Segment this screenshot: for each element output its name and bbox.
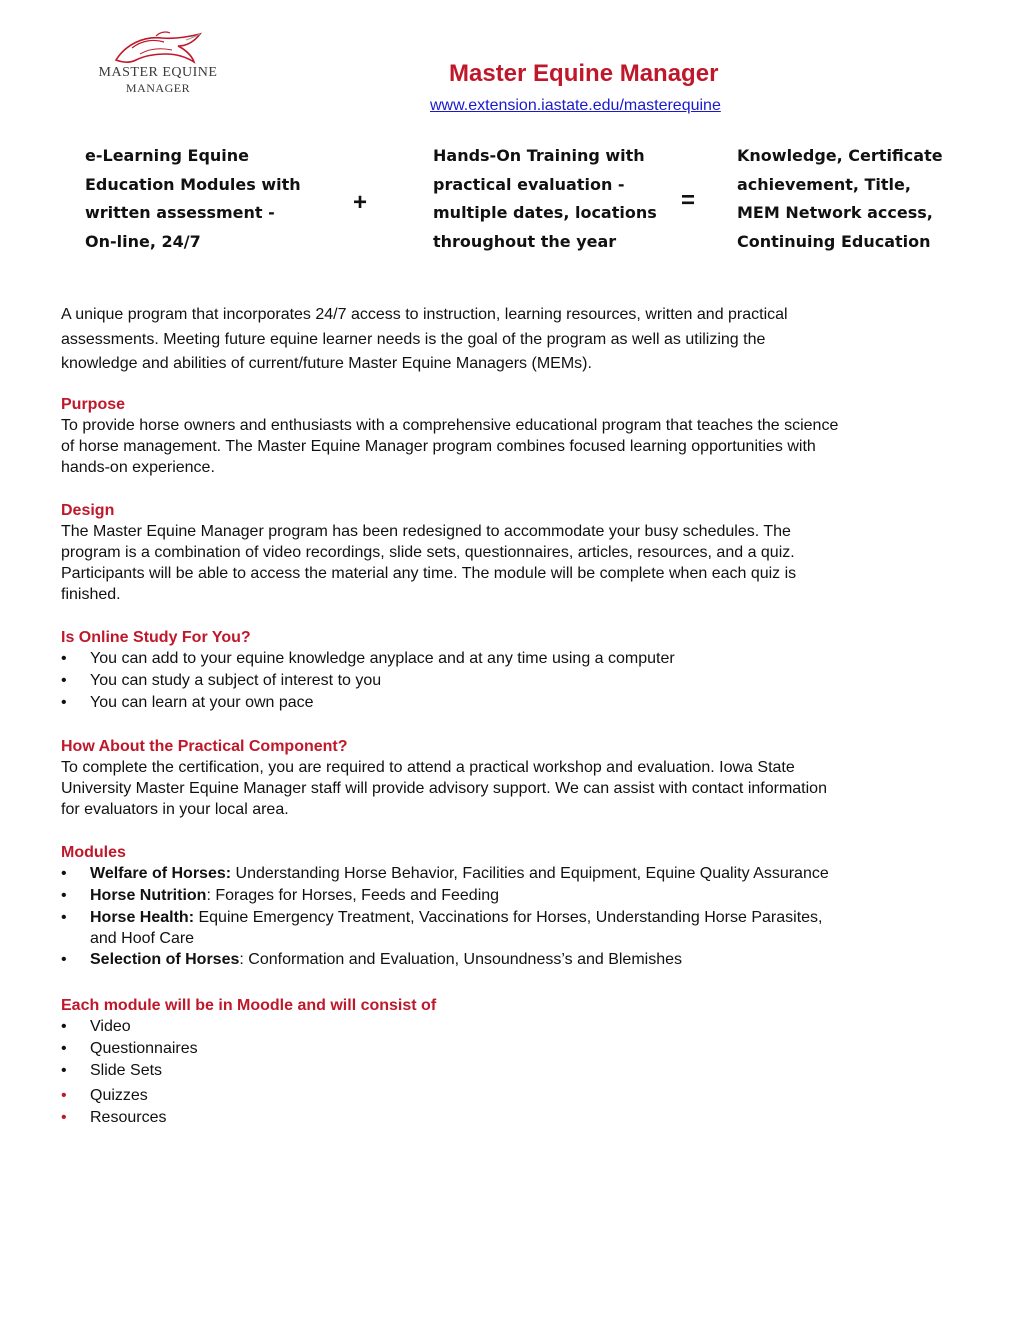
module-title: Selection of Horses	[90, 951, 240, 968]
purpose-line: To provide horse owners and enthusiasts with a comprehensive educational program that teaches the science	[61, 417, 839, 434]
list-item-text: Quizzes	[90, 1087, 148, 1104]
hands-on-column	[433, 142, 657, 256]
outcome-line: MEM Network access,	[737, 203, 933, 222]
logo-wordmark-line1: MASTER EQUINE	[98, 65, 218, 80]
module-topics: : Conformation and Evaluation, Unsoundness’s and Blemishes	[239, 951, 683, 968]
design-line: finished.	[61, 586, 121, 603]
practical-line: for evaluators in your local area.	[61, 801, 289, 818]
bullet-icon: •	[61, 694, 67, 711]
design-line: The Master Equine Manager program has been redesigned to accommodate your busy schedules. The	[61, 523, 791, 540]
list-item	[61, 1085, 981, 1107]
bullet-icon: •	[61, 887, 67, 904]
list-item	[61, 1016, 981, 1038]
hands-on-line: throughout the year	[433, 231, 617, 251]
moodle-heading: Each module will be in Moodle and will consist of	[61, 997, 437, 1014]
list-item-text: Resources	[90, 1109, 167, 1126]
list-item-text: Slide Sets	[90, 1062, 163, 1079]
design-line: Participants will be able to access the material any time. The module will be complete when each quiz is	[61, 565, 797, 582]
elearning-line: Education Modules with	[85, 174, 301, 194]
intro-line: assessments. Meeting future equine learner needs is the goal of the program as well as utilizing the	[61, 330, 766, 348]
module-item	[61, 949, 981, 971]
practical-section	[61, 736, 981, 820]
list-item	[61, 1107, 981, 1129]
online-study-list	[61, 648, 981, 714]
purpose-section	[61, 394, 981, 478]
module-topics: Understanding Horse Behavior, Facilities and Equipment, Equine Quality Assurance	[231, 865, 829, 882]
intro-paragraph	[61, 303, 981, 377]
elearning-column	[85, 142, 301, 256]
outcome-column	[737, 142, 943, 256]
elearning-line: On-line, 24/7	[85, 231, 201, 251]
list-item	[61, 1038, 981, 1060]
list-item	[61, 648, 981, 670]
module-topics: Equine Emergency Treatment, Vaccinations for Horses, Understanding Horse Parasites,	[194, 909, 823, 926]
list-item	[61, 670, 981, 692]
purpose-heading: Purpose	[61, 396, 126, 413]
list-item-text: Questionnaires	[90, 1040, 198, 1057]
outcome-line: Knowledge, Certificate	[737, 146, 943, 165]
modules-list	[61, 863, 981, 971]
red-bullet-icon: •	[61, 1087, 67, 1104]
list-item-text: You can add to your equine knowledge anyplace and at any time using a computer	[90, 650, 675, 667]
design-section	[61, 500, 981, 605]
design-line: program is a combination of video recordings, slide sets, questionnaires, articles, resources, and a quiz.	[61, 544, 795, 561]
design-heading: Design	[61, 502, 115, 519]
list-item	[61, 1060, 981, 1082]
hands-on-line: Hands-On Training with	[433, 146, 645, 165]
bullet-icon: •	[61, 672, 67, 689]
bullet-icon: •	[61, 1062, 67, 1079]
hands-on-line: multiple dates, locations	[433, 203, 657, 222]
module-item	[61, 885, 981, 907]
logo-wordmark-line2: MANAGER	[125, 81, 191, 95]
modules-section	[61, 842, 981, 971]
bullet-icon: •	[61, 951, 67, 968]
bullet-icon: •	[61, 909, 67, 926]
bullet-icon: •	[61, 1018, 67, 1035]
modules-heading: Modules	[61, 844, 126, 861]
practical-line: To complete the certification, you are required to attend a practical workshop and evaluation. Iowa State	[61, 759, 795, 776]
practical-line: University Master Equine Manager staff will provide advisory support. We can assist with contact information	[61, 780, 827, 797]
practical-heading: How About the Practical Component?	[61, 738, 348, 755]
module-title: Horse Nutrition	[90, 887, 207, 904]
purpose-line: of horse management. The Master Equine Manager program combines focused learning opportunities with	[61, 438, 816, 455]
module-topics: : Forages for Horses, Feeds and Feeding	[206, 887, 500, 904]
elearning-line: written assessment -	[85, 203, 275, 222]
website-link[interactable]: www.extension.iastate.edu/masterequine	[430, 97, 721, 114]
bullet-icon: •	[61, 865, 67, 882]
intro-line: knowledge and abilities of current/future Master Equine Managers (MEMs).	[61, 355, 592, 372]
elearning-line: e-Learning Equine	[85, 146, 250, 165]
module-item	[61, 863, 981, 885]
module-topics-continued: and Hoof Care	[90, 930, 195, 947]
module-item	[61, 907, 981, 949]
red-bullet-icon: •	[61, 1109, 67, 1126]
list-item	[61, 692, 981, 714]
purpose-line: hands-on experience.	[61, 459, 215, 476]
online-study-section	[61, 627, 981, 714]
list-item-text: You can learn at your own pace	[90, 694, 314, 711]
bullet-icon: •	[61, 1040, 67, 1057]
outcome-line: achievement, Title,	[737, 174, 911, 194]
list-item-text: Video	[90, 1018, 131, 1035]
plus-sign: +	[353, 189, 368, 216]
page-title: Master Equine Manager	[449, 60, 719, 87]
master-equine-logo	[96, 30, 220, 102]
online-study-heading: Is Online Study For You?	[61, 629, 251, 646]
equals-sign: =	[681, 187, 696, 214]
intro-line: A unique program that incorporates 24/7 access to instruction, learning resources, written and practical	[61, 306, 788, 323]
moodle-list	[61, 1016, 981, 1129]
list-item-text: You can study a subject of interest to you	[90, 672, 382, 689]
hands-on-line: practical evaluation -	[433, 174, 625, 194]
moodle-section	[61, 995, 981, 1129]
module-title: Horse Health:	[90, 909, 195, 926]
bullet-icon: •	[61, 650, 67, 667]
outcome-line: Continuing Education	[737, 231, 931, 251]
module-title: Welfare of Horses:	[90, 865, 232, 882]
